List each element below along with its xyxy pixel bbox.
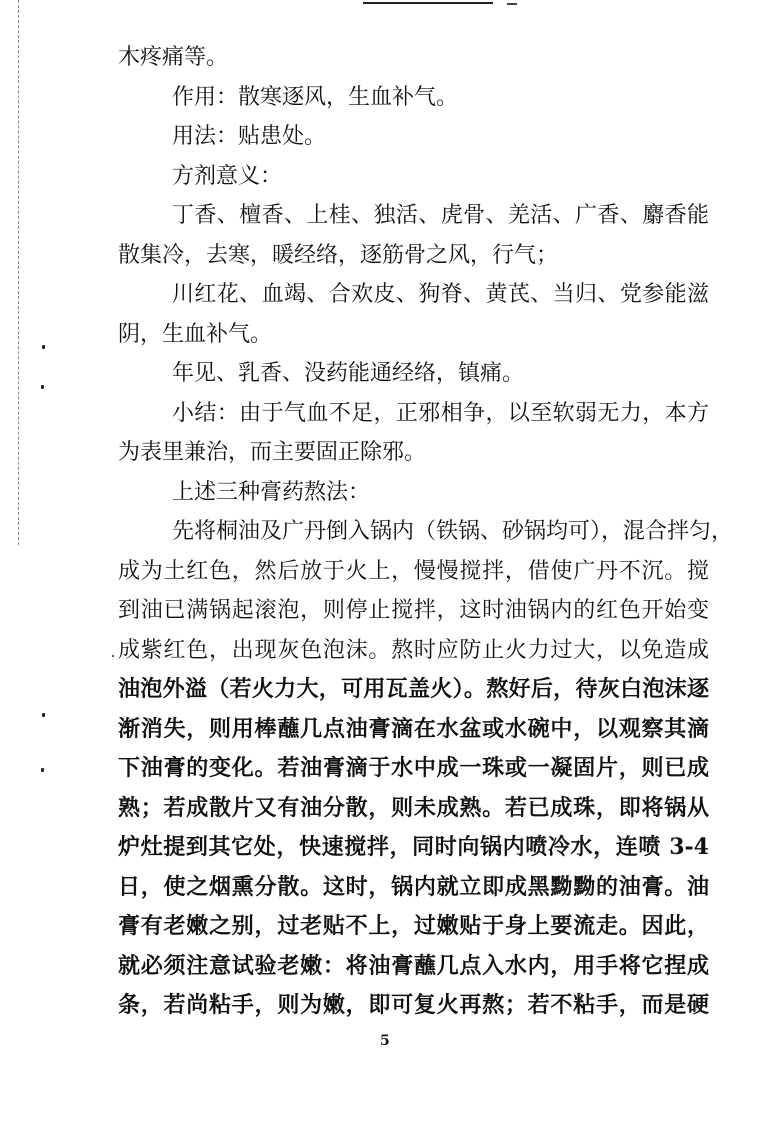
text-line: 作用：散寒逐风，生血补气。 (172, 84, 459, 110)
text-line: 膏有老嫩之别，过老贴不上，过嫩贴于身上要流走。因此， (118, 913, 709, 939)
text-line: 日，使之烟熏分散。这时，锅内就立即成黑黝黝的油膏。油 (118, 873, 709, 900)
text-line: 炉灶提到其它处，快速搅拌，同时向锅内喷冷水，连喷 3-4 (118, 834, 709, 860)
scan-top-rule (363, 2, 493, 4)
text-line: 丁香、檀香、上桂、独活、虎骨、羌活、广香、麝香能 (172, 203, 709, 228)
page-number: 5 (380, 1033, 390, 1049)
text-line: 上述三种膏药熬法： (172, 479, 371, 505)
text-line: 先将桐油及广丹倒入锅内（铁锅、砂锅均可），混合拌匀， (172, 519, 734, 544)
text-line: 成为土红色，然后放于火上，慢慢搅拌，借使广丹不沉。搅 (118, 558, 709, 584)
text-line: 木疼痛等。 (118, 45, 229, 70)
text-line: 就必须注意试验老嫩：将油膏蘸几点入水内，用手将它捏成 (118, 952, 709, 979)
scan-speck (41, 768, 44, 772)
text-line: 熟；若成散片又有油分散，则未成熟。若已成珠，即将锅从 (118, 794, 709, 821)
text-line: 到油已满锅起滚泡，则停止搅拌，这时油锅内的红色开始变 (118, 598, 709, 623)
scan-speck (112, 655, 114, 657)
text-line: 油泡外溢（若火力大，可用瓦盖火）。熬好后，待灰白泡沫逐 (118, 676, 709, 702)
text-line: 成紫红色，出现灰色泡沫。熬时应防止火力过大，以免造成 (118, 637, 709, 663)
text-line: 为表里兼治，而主要固正除邪。 (118, 440, 427, 465)
text-line: 用法：贴患处。 (172, 124, 327, 149)
scan-top-mark (507, 3, 517, 5)
text-line: 川红花、血竭、合欢皮、狗脊、黄芪、当归、党参能滋 (172, 282, 709, 307)
scan-left-margin-dash (18, 0, 19, 545)
text-line: 散集冷，去寒，暖经络，逐筋骨之风，行气； (118, 242, 559, 268)
scan-speck (42, 345, 45, 349)
text-line: 阴，生血补气。 (118, 321, 273, 347)
scan-speck (42, 713, 45, 717)
text-line: 小结：由于气血不足，正邪相争，以至软弱无力，本方 (172, 400, 709, 426)
text-line: 渐消失，则用棒蘸几点油膏滴在水盆或水碗中，以观察其滴 (118, 715, 709, 742)
text-line: 下油膏的变化。若油膏滴于水中成一珠或一凝固片，则已成 (118, 755, 709, 781)
text-line: 方剂意义： (172, 163, 283, 189)
scan-speck (41, 385, 44, 389)
text-line: 条，若尚粘手，则为嫩，即可复火再熬；若不粘手，而是硬 (118, 992, 709, 1018)
body-text (118, 38, 734, 1026)
text-line: 年见、乳香、没药能通经络，镇痛。 (172, 361, 525, 386)
